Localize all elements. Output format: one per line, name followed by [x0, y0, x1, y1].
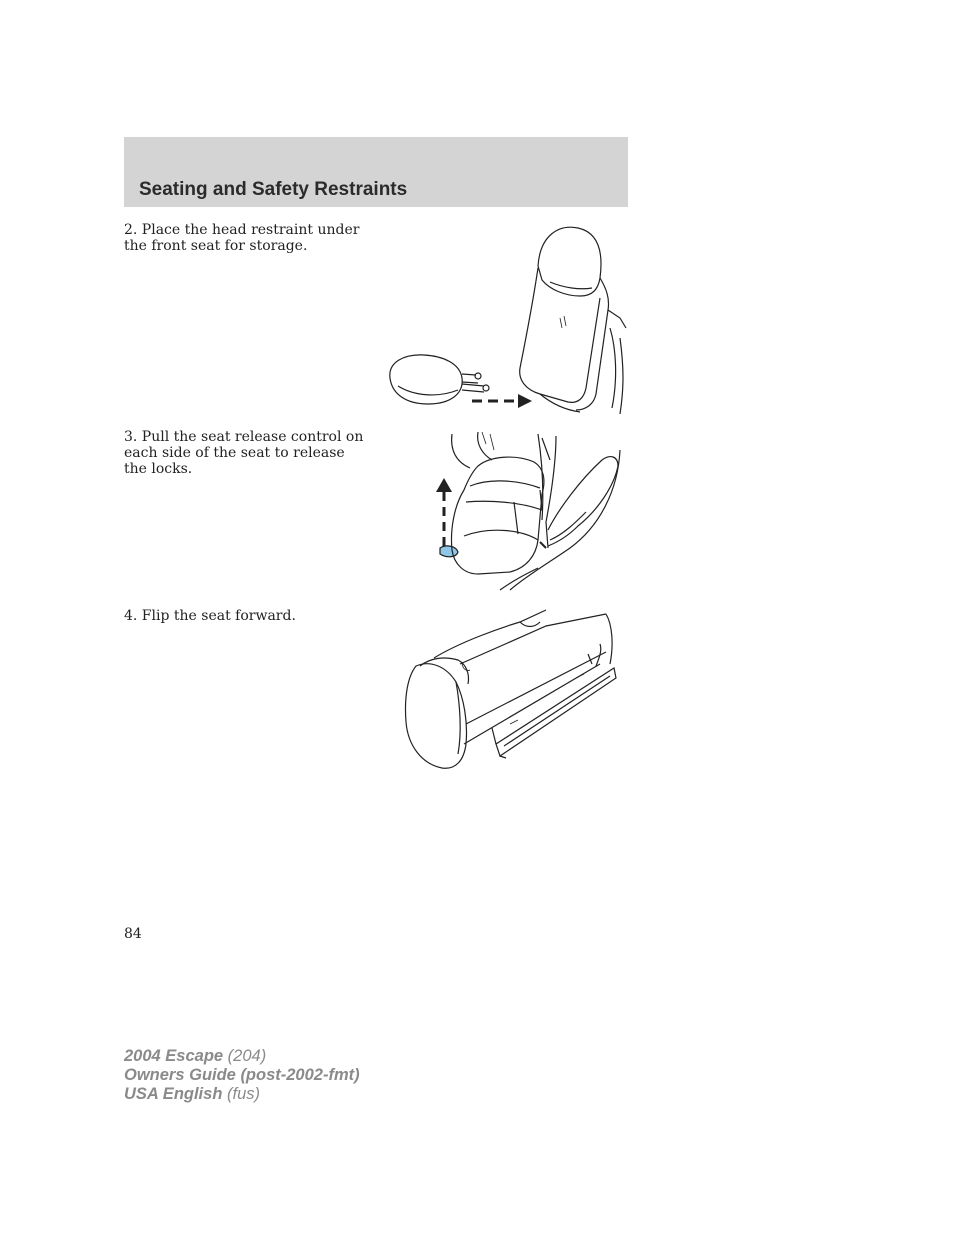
footer-guide: Owners Guide (post-2002-fmt): [124, 1066, 360, 1084]
head-restraint-storage-illustration: [380, 218, 630, 418]
document-footer: [124, 1047, 360, 1104]
step-4-text: 4. Flip the seat forward.: [124, 608, 296, 624]
section-title: Seating and Safety Restraints: [139, 179, 408, 200]
seat-flipped-forward-illustration: [400, 604, 620, 774]
seat-flipped-forward-figure: [400, 604, 620, 774]
footer-model-code: (204): [223, 1047, 267, 1065]
footer-line-3: [124, 1085, 360, 1104]
step-3-text: 3. Pull the seat release control on each side of the seat to release the locks.: [124, 429, 364, 477]
footer-line-1: [124, 1047, 360, 1066]
footer-language-code: (fus): [222, 1085, 260, 1103]
footer-language: USA English: [124, 1085, 223, 1103]
footer-model: 2004 Escape: [124, 1047, 224, 1065]
footer-line-2: [124, 1066, 360, 1085]
head-restraint-storage-figure: [380, 218, 630, 418]
step-2-text: 2. Place the head restraint under the front seat for storage.: [124, 222, 360, 254]
seat-release-control-figure: [430, 430, 630, 595]
page-number: 84: [124, 926, 142, 942]
section-header-band: [124, 137, 628, 207]
seat-release-control-illustration: [430, 430, 630, 595]
